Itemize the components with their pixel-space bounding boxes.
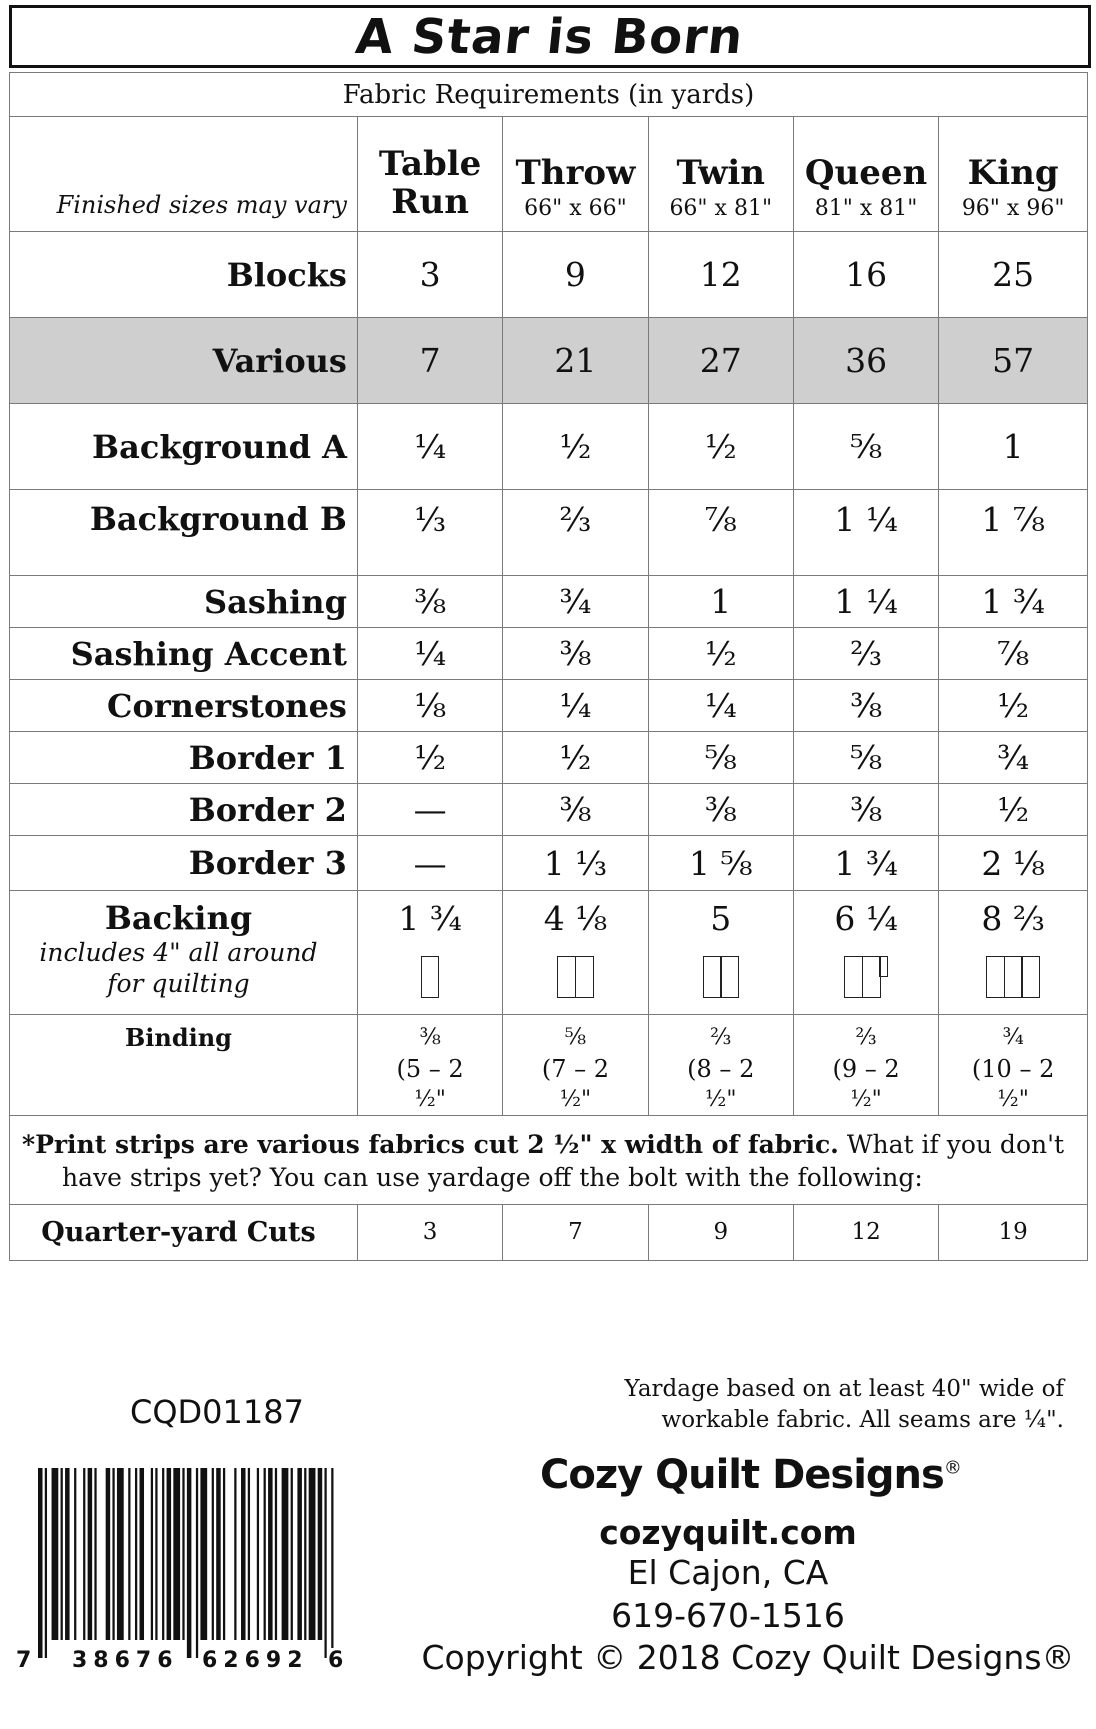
barcode-bar <box>264 1468 266 1640</box>
cell-value: ⅜ <box>503 628 648 680</box>
row-sashing-accent <box>10 628 1088 680</box>
cell-value: ½ <box>939 680 1088 732</box>
cell-value: ¾ <box>503 576 648 628</box>
barcode-bar <box>223 1468 225 1640</box>
barcode-bar <box>216 1468 221 1640</box>
cell-value: ⅓ <box>357 490 502 576</box>
barcode-bar <box>234 1468 236 1640</box>
barcode-bar <box>74 1468 76 1640</box>
backing-cell <box>648 891 793 1015</box>
cell-value: ⅞ <box>648 490 793 576</box>
binding-cell: ⅜ (5 – 2 ½" <box>357 1015 502 1116</box>
barcode-digit-group: 38676 <box>72 1648 179 1673</box>
cell-value: 1 ⅝ <box>648 836 793 891</box>
barcode-bar <box>112 1468 114 1640</box>
cell-value: 1 ⅞ <box>939 490 1088 576</box>
barcode-bar <box>309 1468 316 1640</box>
row-background-b <box>10 490 1088 576</box>
cell-value: 9 <box>648 1204 793 1260</box>
table-subtitle: Fabric Requirements (in yards) <box>10 73 1088 117</box>
backing-panel-icon <box>939 956 1087 1000</box>
row-background-a <box>10 404 1088 490</box>
cell-value: 1 ¾ <box>939 576 1088 628</box>
barcode-bar <box>88 1468 93 1640</box>
row-border-1 <box>10 732 1088 784</box>
barcode-bar <box>324 1468 326 1658</box>
title-box <box>9 5 1091 68</box>
row-label: Binding <box>10 1015 358 1116</box>
backing-cell <box>503 891 648 1015</box>
phone-number: 619-670-1516 <box>611 1596 845 1635</box>
row-label: Quarter-yard Cuts <box>10 1204 358 1260</box>
backing-note: includes 4" all around <box>39 938 318 967</box>
cell-value: ½ <box>503 404 648 490</box>
row-border-2 <box>10 784 1088 836</box>
barcode-bar <box>200 1468 207 1640</box>
cell-value: 12 <box>648 232 793 318</box>
cell-value: 1 ¾ <box>398 899 462 938</box>
cell-value: 12 <box>793 1204 938 1260</box>
backing-panel-icon <box>649 956 793 1000</box>
col-header-king: King 96" x 96" <box>939 117 1088 232</box>
row-label: Border 2 <box>10 784 358 836</box>
barcode-bar <box>257 1468 259 1640</box>
row-binding <box>10 1015 1088 1116</box>
barcode-bar <box>187 1468 192 1658</box>
cell-value: 1 ¾ <box>793 836 938 891</box>
cell-value: ⅜ <box>793 680 938 732</box>
fabric-requirements-table <box>9 72 1088 1261</box>
cell-value: ½ <box>939 784 1088 836</box>
row-label: Various <box>10 318 358 404</box>
backing-panel-icon <box>358 956 502 1000</box>
barcode-bar <box>45 1468 47 1658</box>
cell-value: 1 ¼ <box>793 490 938 576</box>
row-sashing <box>10 576 1088 628</box>
barcode-bar <box>282 1468 289 1640</box>
barcode-bar <box>196 1468 198 1658</box>
row-label: Background B <box>10 490 358 576</box>
cell-value: ⅜ <box>793 784 938 836</box>
row-label: Background A <box>10 404 358 490</box>
barcode-bar <box>167 1468 172 1640</box>
cell-value: 1 ⅓ <box>503 836 648 891</box>
cell-value: ¼ <box>357 404 502 490</box>
cell-value: ⅔ <box>503 490 648 576</box>
cell-value: ¼ <box>503 680 648 732</box>
row-label: Backing <box>104 899 253 937</box>
cell-value: ¾ <box>939 732 1088 784</box>
backing-cell <box>939 891 1088 1015</box>
row-blocks <box>10 232 1088 318</box>
cell-value: 8 ⅔ <box>981 899 1045 938</box>
barcode-bar <box>52 1468 59 1640</box>
barcode-bar <box>212 1468 214 1640</box>
cell-value: ⅝ <box>793 404 938 490</box>
row-quarter-yard-cuts <box>10 1204 1088 1260</box>
barcode-icon <box>38 1468 338 1658</box>
barcode-bar <box>241 1468 246 1640</box>
print-strips-note: *Print strips are various fabrics cut 2 ½" x width of fabric. What if you don't have strips yet? You can use yardage off the bolt with the following: <box>10 1115 1088 1204</box>
barcode-bar <box>140 1468 145 1640</box>
barcode-digit-group: 62692 <box>202 1648 309 1673</box>
barcode-bar <box>155 1468 157 1640</box>
col-header-table-run: Table Run <box>357 117 502 232</box>
barcode-bar <box>94 1468 96 1640</box>
barcode-bar <box>331 1468 333 1658</box>
barcode-bar <box>182 1468 184 1640</box>
cell-value: 2 ⅛ <box>939 836 1088 891</box>
binding-cell: ⅔ (8 – 2 ½" <box>648 1015 793 1116</box>
barcode-bar <box>275 1468 277 1640</box>
cell-value: ¼ <box>357 628 502 680</box>
barcode-bar <box>106 1468 111 1640</box>
barcode-digits <box>16 1648 356 1678</box>
binding-cell: ¾ (10 – 2 ½" <box>939 1015 1088 1116</box>
yardage-note: Yardage based on at least 40" wide of workable fabric. All seams are ¼". <box>624 1376 1064 1434</box>
barcode-bar <box>173 1468 180 1640</box>
barcode-bar <box>268 1468 273 1640</box>
cell-value: 21 <box>503 318 648 404</box>
barcode-digit: 6 <box>328 1648 344 1673</box>
cell-value: 7 <box>503 1204 648 1260</box>
row-label: Border 1 <box>10 732 358 784</box>
brand-logo: Cozy Quilt Designs® <box>540 1452 961 1498</box>
binding-cell: ⅝ (7 – 2 ½" <box>503 1015 648 1116</box>
cell-value: ⅝ <box>793 732 938 784</box>
row-cornerstones <box>10 680 1088 732</box>
row-label: Border 3 <box>10 836 358 891</box>
cell-value: 6 ¼ <box>834 899 898 938</box>
cell-value: 27 <box>648 318 793 404</box>
row-label: Sashing <box>10 576 358 628</box>
row-label: Cornerstones <box>10 680 358 732</box>
barcode-bar <box>61 1468 63 1640</box>
cell-value: 25 <box>939 232 1088 318</box>
row-label: Blocks <box>10 232 358 318</box>
barcode-bar <box>291 1468 293 1640</box>
col-header-twin: Twin 66" x 81" <box>648 117 793 232</box>
cell-value: 19 <box>939 1204 1088 1260</box>
binding-cell: ⅔ (9 – 2 ½" <box>793 1015 938 1116</box>
cell-value: ⅝ <box>648 732 793 784</box>
backing-cell <box>357 891 502 1015</box>
website-link[interactable]: cozyquilt.com <box>599 1513 857 1552</box>
cell-value: ¼ <box>648 680 793 732</box>
barcode-bar <box>162 1468 164 1640</box>
barcode-bar <box>151 1468 153 1640</box>
cell-value: 1 <box>939 404 1088 490</box>
backing-label-cell <box>10 891 358 1015</box>
barcode-bar <box>128 1468 130 1640</box>
product-code: CQD01187 <box>130 1393 304 1431</box>
cell-value: ⅜ <box>357 576 502 628</box>
finished-sizes-note: Finished sizes may vary <box>10 117 358 232</box>
barcode-bar <box>83 1468 85 1640</box>
cell-value: ⅜ <box>503 784 648 836</box>
barcode-digit: 7 <box>16 1648 32 1673</box>
barcode-bar <box>65 1468 70 1640</box>
barcode-bar <box>318 1468 323 1640</box>
cell-value: 5 <box>710 899 732 938</box>
cell-value: 1 <box>648 576 793 628</box>
city-location: El Cajon, CA <box>627 1553 829 1592</box>
row-border-3 <box>10 836 1088 891</box>
pattern-title: A Star is Born <box>353 8 747 65</box>
barcode-bar <box>38 1468 43 1658</box>
cell-value: ⅛ <box>357 680 502 732</box>
cell-value: 7 <box>357 318 502 404</box>
cell-value: ½ <box>648 404 793 490</box>
row-various <box>10 318 1088 404</box>
cell-value: ½ <box>648 628 793 680</box>
cell-value: 57 <box>939 318 1088 404</box>
cell-value: — <box>357 784 502 836</box>
col-header-queen: Queen 81" x 81" <box>793 117 938 232</box>
copyright: Copyright © 2018 Cozy Quilt Designs® <box>421 1638 1075 1677</box>
cell-value: 4 ⅛ <box>543 899 608 938</box>
cell-value: ⅔ <box>793 628 938 680</box>
col-header-throw: Throw 66" x 66" <box>503 117 648 232</box>
cell-value: 16 <box>793 232 938 318</box>
row-backing <box>10 891 1088 1015</box>
barcode-bar <box>135 1468 137 1640</box>
cell-value: ⅜ <box>648 784 793 836</box>
backing-cell <box>793 891 938 1015</box>
backing-panel-icon <box>503 956 647 1000</box>
barcode-bar <box>297 1468 302 1640</box>
size-header-row <box>10 117 1088 232</box>
cell-value: 9 <box>503 232 648 318</box>
cell-value: 3 <box>357 1204 502 1260</box>
row-print-strips-note <box>10 1115 1088 1204</box>
backing-note: for quilting <box>107 969 250 999</box>
barcode-bar <box>117 1468 124 1640</box>
cell-value: 1 ¼ <box>793 576 938 628</box>
backing-panel-icon <box>794 956 938 1000</box>
row-label: Sashing Accent <box>10 628 358 680</box>
cell-value: ½ <box>357 732 502 784</box>
cell-value: ½ <box>503 732 648 784</box>
cell-value: — <box>357 836 502 891</box>
cell-value: 3 <box>357 232 502 318</box>
cell-value: ⅞ <box>939 628 1088 680</box>
cell-value: 36 <box>793 318 938 404</box>
barcode-bar <box>304 1468 306 1640</box>
barcode-bar <box>248 1468 250 1640</box>
